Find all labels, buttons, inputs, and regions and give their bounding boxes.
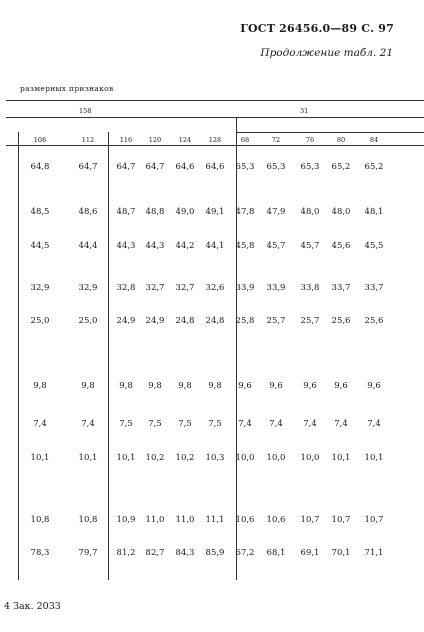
table-cell: 10,0: [235, 453, 255, 463]
table-cell: 85,9: [205, 548, 225, 558]
table-cell: 49,0: [175, 207, 195, 217]
table-cell: 10,1: [364, 453, 384, 463]
table-rule: [6, 145, 424, 146]
table-cell: 32,9: [30, 283, 50, 293]
table-cell: 65,2: [364, 162, 384, 172]
table-cell: 81,2: [116, 548, 136, 558]
table-cell: 10,1: [78, 453, 98, 463]
page-footer: 4 Зак. 2033: [4, 601, 61, 612]
table-cell: 44,3: [145, 241, 165, 251]
table-column-header: 112: [81, 136, 95, 144]
table-cell: 7,4: [81, 419, 95, 429]
table-column-header: 124: [178, 136, 192, 144]
table-cell: 25,0: [30, 316, 50, 326]
table-cell: 25,7: [300, 316, 320, 326]
table-cell: 67,2: [235, 548, 255, 558]
table-cell: 9,8: [119, 381, 133, 391]
table-rule: [6, 100, 424, 101]
table-cell: 9,6: [303, 381, 317, 391]
table-column-header: 80: [336, 136, 346, 144]
table-cell: 7,4: [334, 419, 348, 429]
table-cell: 33,8: [300, 283, 320, 293]
table-column-header: 68: [240, 136, 250, 144]
table-cell: 7,4: [367, 419, 381, 429]
table-cell: 11,0: [145, 515, 165, 525]
table-cell: 10,2: [145, 453, 165, 463]
table-cell: 65,3: [300, 162, 320, 172]
table-column-header: 120: [148, 136, 162, 144]
table-cell: 10,1: [30, 453, 50, 463]
table-cell: 11,0: [175, 515, 195, 525]
table-cell: 47,9: [266, 207, 286, 217]
table-cell: 64,6: [175, 162, 195, 172]
table-cell: 10,0: [266, 453, 286, 463]
table-cell: 64,7: [145, 162, 165, 172]
table-cell: 7,4: [269, 419, 283, 429]
table-cell: 65,3: [235, 162, 255, 172]
table-cell: 48,6: [78, 207, 98, 217]
table-cell: 45,5: [364, 241, 384, 251]
table-column-header: 84: [369, 136, 379, 144]
table-cell: 48,0: [300, 207, 320, 217]
table-cell: 24,9: [145, 316, 165, 326]
table-column-divider: [18, 132, 19, 580]
table-cell: 9,6: [334, 381, 348, 391]
table-cell: 9,8: [148, 381, 162, 391]
table-cell: 65,3: [266, 162, 286, 172]
page-header: ГОСТ 26456.0—89 С. 97: [240, 22, 394, 35]
table-cell: 33,9: [266, 283, 286, 293]
table-cell: 24,8: [205, 316, 225, 326]
table-cell: 44,4: [78, 241, 98, 251]
table-rule: [6, 117, 424, 118]
table-cell: 65,2: [331, 162, 351, 172]
table-cell: 64,7: [78, 162, 98, 172]
table-cell: 48,5: [30, 207, 50, 217]
table-cell: 7,5: [178, 419, 192, 429]
table-cell: 45,7: [300, 241, 320, 251]
table-rule: [236, 132, 424, 133]
table-cell: 64,7: [116, 162, 136, 172]
table-cell: 9,6: [238, 381, 252, 391]
table-cell: 68,1: [266, 548, 286, 558]
table-cell: 25,6: [331, 316, 351, 326]
table-cell: 24,9: [116, 316, 136, 326]
table-cell: 10,6: [266, 515, 286, 525]
table-column-header: 108: [33, 136, 47, 144]
table-cell: 48,0: [331, 207, 351, 217]
table-cell: 70,1: [331, 548, 351, 558]
table-cell: 9,8: [81, 381, 95, 391]
table-cell: 9,8: [208, 381, 222, 391]
table-cell: 9,8: [178, 381, 192, 391]
table-cell: 78,3: [30, 548, 50, 558]
table-cell: 10,1: [331, 453, 351, 463]
table-cell: 44,3: [116, 241, 136, 251]
table-cell: 10,1: [116, 453, 136, 463]
table-cell: 10,7: [331, 515, 351, 525]
table-cell: 33,9: [235, 283, 255, 293]
table-cell: 7,4: [303, 419, 317, 429]
table-cell: 33,7: [331, 283, 351, 293]
table-cell: 79,7: [78, 548, 98, 558]
table-cell: 32,7: [175, 283, 195, 293]
table-cell: 44,1: [205, 241, 225, 251]
table-cell: 11,1: [205, 515, 225, 525]
table-cell: 25,6: [364, 316, 384, 326]
table-cell: 48,8: [145, 207, 165, 217]
section-label: размерных признаков: [20, 84, 114, 93]
table-column-header: 72: [271, 136, 281, 144]
table-cell: 10,2: [175, 453, 195, 463]
table-cell: 10,9: [116, 515, 136, 525]
table-cell: 9,8: [33, 381, 47, 391]
table-cell: 10,6: [235, 515, 255, 525]
table-cell: 7,5: [119, 419, 133, 429]
table-cell: 44,2: [175, 241, 195, 251]
table-cell: 10,7: [300, 515, 320, 525]
table-cell: 24,8: [175, 316, 195, 326]
table-column-header: 128: [208, 136, 222, 144]
table-cell: 32,7: [145, 283, 165, 293]
table-continuation-title: Продолжение табл. 21: [260, 47, 393, 59]
table-cell: 71,1: [364, 548, 384, 558]
table-cell: 44,5: [30, 241, 50, 251]
table-cell: 64,6: [205, 162, 225, 172]
table-cell: 7,5: [208, 419, 222, 429]
table-cell: 10,7: [364, 515, 384, 525]
table-cell: 9,6: [367, 381, 381, 391]
table-column-divider: [236, 117, 237, 580]
table-cell: 69,1: [300, 548, 320, 558]
table-cell: 84,3: [175, 548, 195, 558]
table-cell: 33,7: [364, 283, 384, 293]
table-cell: 32,8: [116, 283, 136, 293]
table-cell: 45,6: [331, 241, 351, 251]
table-group-header: 158: [79, 107, 92, 115]
table-cell: 47,8: [235, 207, 255, 217]
table-cell: 25,7: [266, 316, 286, 326]
table-cell: 9,6: [269, 381, 283, 391]
table-cell: 10,8: [78, 515, 98, 525]
table-cell: 64,8: [30, 162, 50, 172]
table-cell: 48,1: [364, 207, 384, 217]
table-cell: 32,9: [78, 283, 98, 293]
table-cell: 45,8: [235, 241, 255, 251]
table-group-header: 31: [300, 107, 309, 115]
table-cell: 82,7: [145, 548, 165, 558]
table-cell: 10,0: [300, 453, 320, 463]
table-cell: 45,7: [266, 241, 286, 251]
table-cell: 7,4: [238, 419, 252, 429]
table-cell: 7,5: [148, 419, 162, 429]
table-cell: 10,3: [205, 453, 225, 463]
table-cell: 32,6: [205, 283, 225, 293]
table-cell: 7,4: [33, 419, 47, 429]
table-cell: 25,0: [78, 316, 98, 326]
table-cell: 25,8: [235, 316, 255, 326]
table-column-header: 76: [305, 136, 315, 144]
table-cell: 10,8: [30, 515, 50, 525]
table-column-divider: [108, 132, 109, 580]
table-cell: 48,7: [116, 207, 136, 217]
table-cell: 49,1: [205, 207, 225, 217]
table-column-header: 116: [119, 136, 133, 144]
